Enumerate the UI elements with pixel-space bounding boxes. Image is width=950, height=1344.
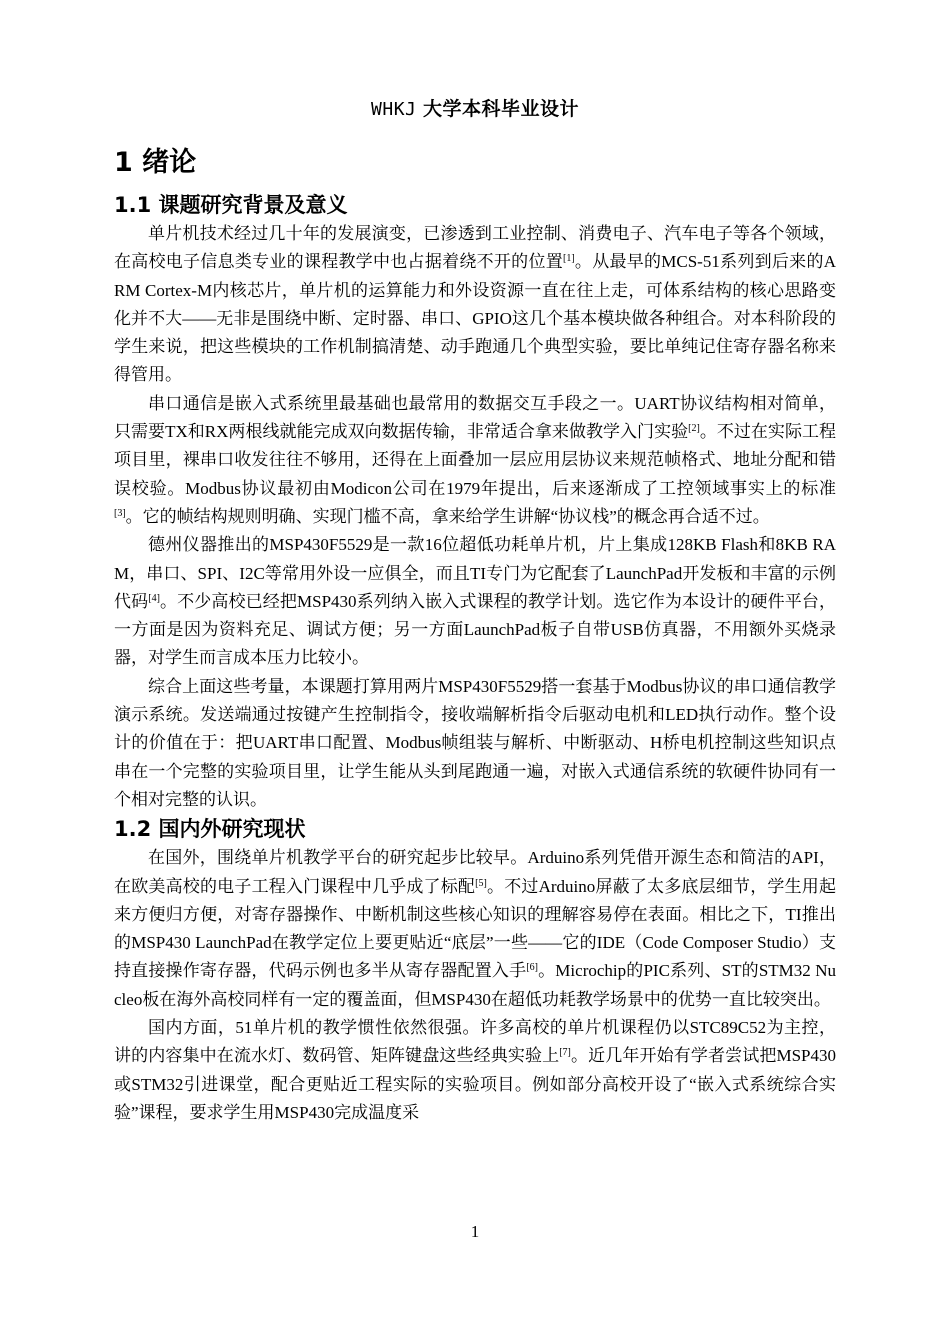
paragraph-text: 。近几年开始有学者尝试把MSP430或STM32引进课堂，配合更贴近工程实际的实验项目。例如部分高校开设了“嵌入式系统综合实验”课程，要求学生用MSP430完成温度采 (114, 1046, 836, 1122)
section-title-1-1: 1.1 课题研究背景及意义 (114, 193, 348, 217)
paragraph-text: 。从最早的MCS-51系列到后来的ARM Cortex-M内核芯片，单片机的运算能力和外设资源一直在往上走，可体系结构的核心思路变化并不大——无非是围绕中断、定时器、串口、GPIO这几个基本模块做各种组合。对本科阶段的学生来说，把这些模块的工作机制搞清楚、动手跑通几个典型实验，要比单纯记住寄存器名称来得管用。 (114, 252, 836, 385)
paragraph (114, 844, 836, 1014)
paragraph-text: 德州仪器推出的MSP430F5529是一款16位超低功耗单片机，片上集成128KB Flash和8KB RAM，串口、SPI、I2C等常用外设一应俱全，而且TI专门为它配套了LaunchPad开发板和丰富的示例代码 (114, 535, 836, 611)
citation-ref: [5] (475, 877, 487, 889)
citation-ref: [7] (559, 1047, 571, 1059)
paragraph (114, 390, 836, 531)
paragraph-text: 单片机技术经过几十年的发展演变，已渗透到工业控制、消费电子、汽车电子等各个领域，在高校电子信息类专业的课程教学中也占据着绕不开的位置 (114, 224, 836, 272)
paragraph (114, 220, 836, 390)
paragraph-text: 。它的帧结构规则明确、实现门槛不高，拿来给学生讲解“协议栈”的概念再合适不过。 (125, 506, 770, 526)
paragraph-text: 。不过在实际工程项目里，裸串口收发往往不够用，还得在上面叠加一层应用层协议来规范帧格式、地址分配和错误校验。Modbus协议最初由Modicon公司在1979年提出，后来逐渐成了工控领域事实上的标准 (114, 422, 837, 498)
section-title-1-2: 1.2 国内外研究现状 (114, 817, 306, 842)
paragraph (114, 1014, 836, 1127)
citation-ref: [2] (688, 423, 700, 435)
paragraph-text: 串口通信是嵌入式系统里最基础也最常用的数据交互手段之一。UART协议结构相对简单，只需要TX和RX两根线就能完成双向数据传输，非常适合拿来做教学入门实验 (114, 393, 836, 442)
header-latin: WHKJ (371, 99, 417, 120)
citation-ref: [6] (526, 962, 538, 974)
paragraph-text: 。Microchip的PIC系列、ST的STM32 Nucleo板在海外高校同样有一定的覆盖面，但MSP430在超低功耗教学场景中的优势一直比较突出。 (114, 961, 837, 1009)
citation-ref: [3] (114, 507, 126, 519)
paragraph-text: 。不少高校已经把MSP430系列纳入嵌入式课程的教学计划。选它作为本设计的硬件平台，一方面是因为资料充足、调试方便；另一方面LaunchPad板子自带USB仿真器，不用额外买烧录器，对学生而言成本压力比较小。 (114, 591, 836, 668)
page-number: 1 (470, 1222, 480, 1241)
running-header (0, 94, 950, 121)
paragraph-text: 综合上面这些考量，本课题打算用两片MSP430F5529搭一套基于Modbus协议的串口通信教学演示系统。发送端通过按键产生控制指令，接收端解析指令后驱动电机和LED执行动作。整个设计的价值在于：把UART串口配置、Modbus帧组装与解析、中断驱动、H桥电机控制这些知识点串在一个完整的实验项目里，让学生能从头到尾跑通一遍，对嵌入式通信系统的软硬件协同有一个相对完整的认识。 (114, 676, 836, 809)
body-content (114, 146, 836, 1127)
citation-ref: [1] (562, 253, 575, 265)
paragraph-text: 国内方面，51单片机的教学惯性依然很强。许多高校的单片机课程仍以STC89C52为主控，讲的内容集中在流水灯、数码管、矩阵键盘这些经典实验上 (114, 1018, 836, 1066)
paragraph-text: 在国外，围绕单片机教学平台的研究起步比较早。Arduino系列凭借开源生态和简洁的API，在欧美高校的电子工程入门课程中几乎成了标配 (114, 848, 836, 896)
paragraph (114, 673, 836, 814)
citation-ref: [4] (148, 592, 160, 604)
chapter-title: 1 绪论 (114, 147, 197, 178)
paragraph (114, 531, 836, 672)
header-title: 大学本科毕业设计 (422, 98, 579, 120)
paragraph-text: 。不过Arduino屏蔽了太多底层细节，学生用起来方便归方便，对寄存器操作、中断机制这些核心知识的理解容易停在表面。相比之下，TI推出的MSP430 LaunchPad在教学定位上要更贴近“底层”一些——它的IDE（Code Composer Studio）支持直接操作寄存器，代码示例也多半从寄存器配置入手 (114, 876, 836, 981)
